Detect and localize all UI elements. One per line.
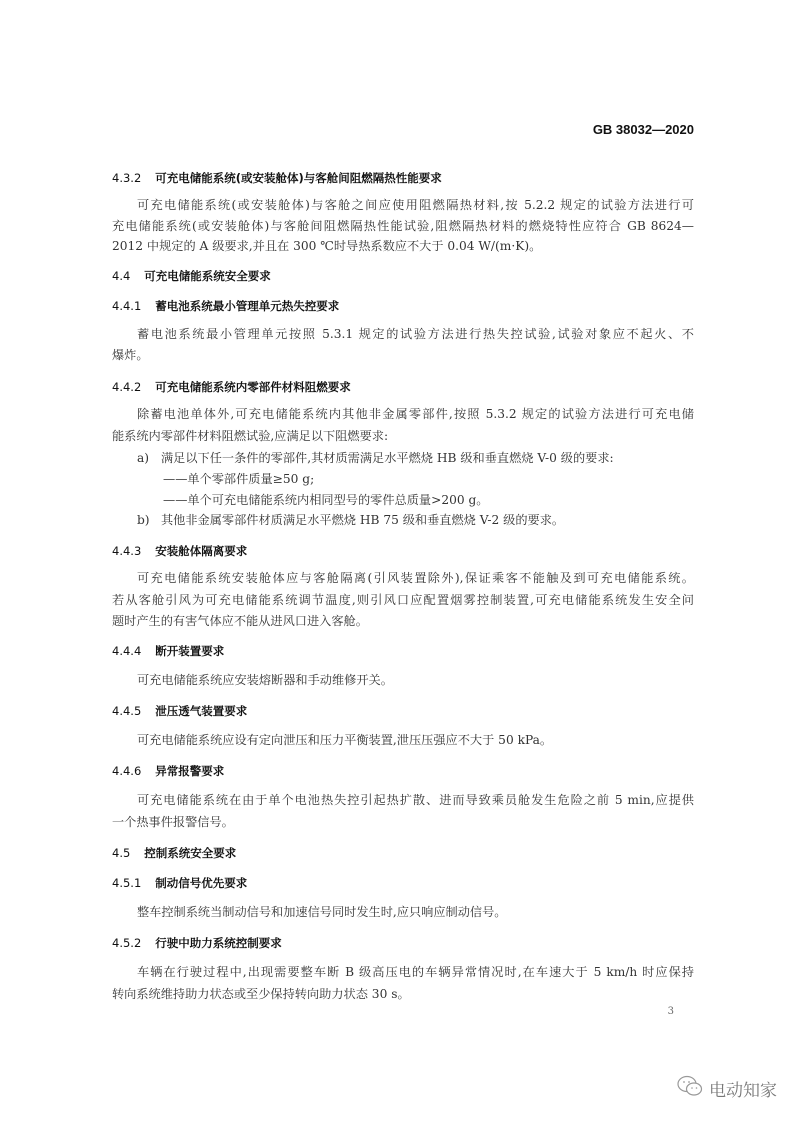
section-number: 4.4.6 [112, 764, 142, 778]
section-number: 4.5 [112, 846, 131, 860]
dash-item [163, 492, 694, 508]
paragraph-line: 可充电储能系统应安装熔断器和手动维修开关。 [137, 673, 393, 687]
watermark [677, 1075, 777, 1102]
wechat-icon [677, 1075, 703, 1102]
paragraph-line: 若从客舱引风为可充电储能系统调节温度,则引风口应配置烟雾控制装置,可充电储能系统发生安全问 [112, 593, 694, 607]
section-title: 可充电储能系统安全要求 [144, 269, 271, 283]
paragraph-line: 爆炸。 [112, 348, 149, 362]
section-title: 泄压透气装置要求 [155, 704, 248, 718]
list-item-b [137, 512, 694, 528]
paragraph-line: 一个热事件报警信号。 [112, 815, 234, 829]
dash-item [163, 471, 694, 487]
section-title: 控制系统安全要求 [144, 846, 237, 860]
list-marker: a) [137, 451, 150, 465]
paragraph-line: 能系统内零部件材料阻燃试验,应满足以下阻燃要求: [112, 429, 389, 443]
section-title: 制动信号优先要求 [155, 876, 248, 890]
section-heading-4-3-2 [112, 170, 442, 186]
section-title: 可充电储能系统内零部件材料阻燃要求 [155, 380, 351, 394]
section-heading-4-4-5 [112, 703, 247, 719]
list-text: 满足以下任一条件的零部件,其材质需满足水平燃烧 HB 级和垂直燃烧 V-0 级的要求: [161, 451, 614, 465]
section-heading-4-4-3 [112, 543, 247, 559]
section-number: 4.4.4 [112, 644, 142, 658]
list-marker: b) [137, 513, 150, 527]
standard-number: GB 38032—2020 [592, 122, 694, 137]
paragraph-line: 充电储能系统(或安装舱体)与客舱间阻燃隔热性能试验,阻燃隔热材料的燃烧特性应符合 GB 8624— [112, 219, 694, 233]
paragraph-line: 2012 中规定的 A 级要求,并且在 300 ℃时导热系数应不大于 0.04 W/(m·K)。 [112, 239, 542, 253]
section-title: 安装舱体隔离要求 [155, 544, 248, 558]
paragraph-line: 除蓄电池单体外,可充电储能系统内其他非金属零部件,按照 5.3.2 规定的试验方法进行可充电储 [137, 407, 694, 421]
section-heading-4-4-2 [112, 379, 351, 395]
section-title: 断开装置要求 [155, 644, 225, 658]
section-heading-4-4 [112, 268, 271, 284]
section-number: 4.5.2 [112, 936, 142, 950]
section-heading-4-5-1 [112, 875, 247, 891]
section-title: 行驶中助力系统控制要求 [155, 936, 282, 950]
section-heading-4-4-1 [112, 298, 339, 314]
section-number: 4.3.2 [112, 171, 142, 185]
section-number: 4.4.3 [112, 544, 142, 558]
section-heading-4-5-2 [112, 935, 282, 951]
section-heading-4-5 [112, 845, 236, 861]
dash-text: 单个可充电储能系统内相同型号的零件总质量>200 g。 [187, 493, 489, 507]
paragraph-line: 可充电储能系统应设有定向泄压和压力平衡装置,泄压压强应不大于 50 kPa。 [137, 733, 553, 747]
paragraph-line: 整车控制系统当制动信号和加速信号同时发生时,应只响应制动信号。 [137, 905, 507, 919]
section-title: 可充电储能系统(或安装舱体)与客舱间阻燃隔热性能要求 [155, 171, 442, 185]
section-title: 异常报警要求 [155, 764, 225, 778]
paragraph-line: 蓄电池系统最小管理单元按照 5.3.1 规定的试验方法进行热失控试验,试验对象应不起火、不 [137, 327, 694, 341]
page-number: 3 [667, 1006, 674, 1017]
list-item-a [137, 450, 694, 466]
dash-text: 单个零部件质量≥50 g; [187, 472, 315, 486]
watermark-text: 电动知家 [709, 1081, 777, 1101]
section-number: 4.4.2 [112, 380, 142, 394]
paragraph-line: 可充电储能系统安装舱体应与客舱隔离(引风装置除外),保证乘客不能触及到可充电储能系统。 [137, 571, 694, 585]
paragraph-line: 可充电储能系统(或安装舱体)与客舱之间应使用阻燃隔热材料,按 5.2.2 规定的试验方法进行可 [137, 198, 694, 212]
dash-marker: —— [163, 493, 188, 507]
section-heading-4-4-6 [112, 763, 224, 779]
section-number: 4.4.5 [112, 704, 142, 718]
paragraph-line: 可充电储能系统在由于单个电池热失控引起热扩散、进而导致乘员舱发生危险之前 5 min,应提供 [137, 793, 694, 807]
paragraph-line: 转向系统维持助力状态或至少保持转向助力状态 30 s。 [112, 987, 410, 1001]
section-title: 蓄电池系统最小管理单元热失控要求 [155, 299, 340, 313]
paragraph-line: 车辆在行驶过程中,出现需要整车断 B 级高压电的车辆异常情况时,在车速大于 5 km/h 时应保持 [137, 965, 694, 979]
section-number: 4.4.1 [112, 299, 142, 313]
dash-marker: —— [163, 472, 188, 486]
section-number: 4.5.1 [112, 876, 142, 890]
list-text: 其他非金属零部件材质满足水平燃烧 HB 75 级和垂直燃烧 V-2 级的要求。 [161, 513, 565, 527]
section-number: 4.4 [112, 269, 131, 283]
section-heading-4-4-4 [112, 643, 224, 659]
paragraph-line: 题时产生的有害气体应不能从进风口进入客舱。 [112, 614, 368, 628]
